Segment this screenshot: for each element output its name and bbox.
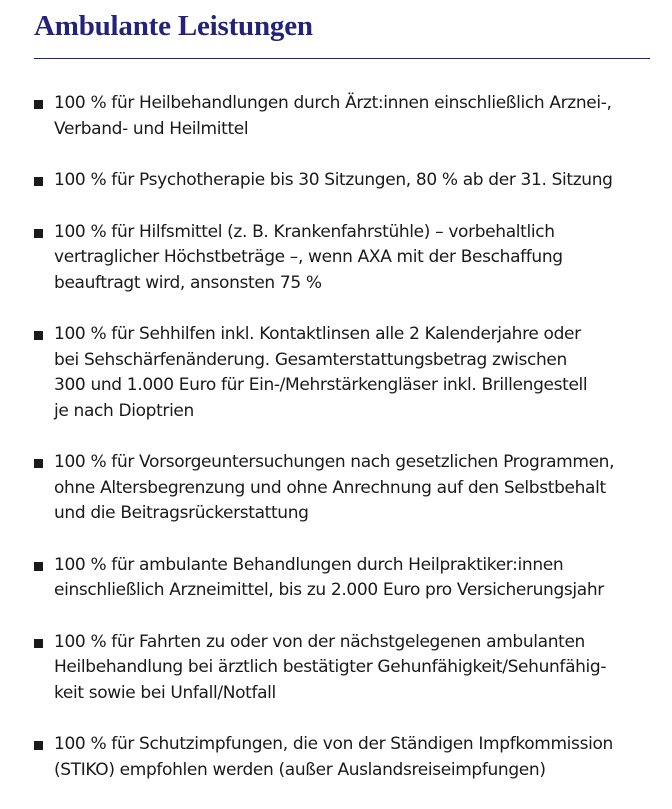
list-item <box>0 322 672 424</box>
list-item <box>0 450 672 527</box>
list-item-text: 100 % für Sehhilfen inkl. Kontaktlinsen alle 2 Kalenderjahre oder bei Sehschärfenänderung. Gesamterstattungsbetrag zwischen 300 und 1.000 Euro für Ein-/Mehrstärkengläser inkl. Brillengestell je nach Dioptrien <box>54 324 588 421</box>
list-item-text: 100 % für Heilbehandlungen durch Ärzt:innen einschließlich Arznei-, Verband- und Heilmittel <box>54 93 612 139</box>
square-bullet-icon <box>34 741 43 750</box>
square-bullet-icon <box>34 459 43 468</box>
list-item <box>0 732 672 783</box>
list-item <box>0 630 672 707</box>
list-item <box>0 553 672 604</box>
square-bullet-icon <box>34 100 43 109</box>
square-bullet-icon <box>34 331 43 340</box>
square-bullet-icon <box>34 562 43 571</box>
section-title: Ambulante Leistungen <box>34 10 313 42</box>
square-bullet-icon <box>34 229 43 238</box>
list-item-text: 100 % für Fahrten zu oder von der nächstgelegenen ambulanten Heilbehandlung bei ärztlich bestätigter Gehunfähigkeit/Sehunfähig- keit sowie bei Unfall/Notfall <box>54 631 607 703</box>
list-item <box>0 220 672 297</box>
list-item <box>0 168 672 194</box>
square-bullet-icon <box>34 639 43 648</box>
list-item-text: 100 % für Schutzimpfungen, die von der Ständigen Impfkommission (STIKO) empfohlen werden (außer Auslandsreiseimpfungen) <box>54 734 613 780</box>
list-item-text: 100 % für Vorsorgeuntersuchungen nach gesetzlichen Programmen, ohne Altersbegrenzung und ohne Anrechnung auf den Selbstbehalt und die Beitragsrückerstattung <box>54 452 615 523</box>
list-item-text: 100 % für Hilfsmittel (z. B. Krankenfahrstühle) – vorbehaltlich vertraglicher Höchstbeträge –, wenn AXA mit der Beschaffung beauftragt wird, ansonsten 75 % <box>54 221 563 293</box>
benefits-list <box>0 91 672 809</box>
title-divider <box>34 58 650 59</box>
square-bullet-icon <box>34 177 43 186</box>
list-item-text: 100 % für ambulante Behandlungen durch Heilpraktiker:innen einschließlich Arzneimittel, bis zu 2.000 Euro pro Versicherungsjahr <box>54 554 604 600</box>
list-item <box>0 91 672 142</box>
list-item-text: 100 % für Psychotherapie bis 30 Sitzungen, 80 % ab der 31. Sitzung <box>54 170 613 190</box>
